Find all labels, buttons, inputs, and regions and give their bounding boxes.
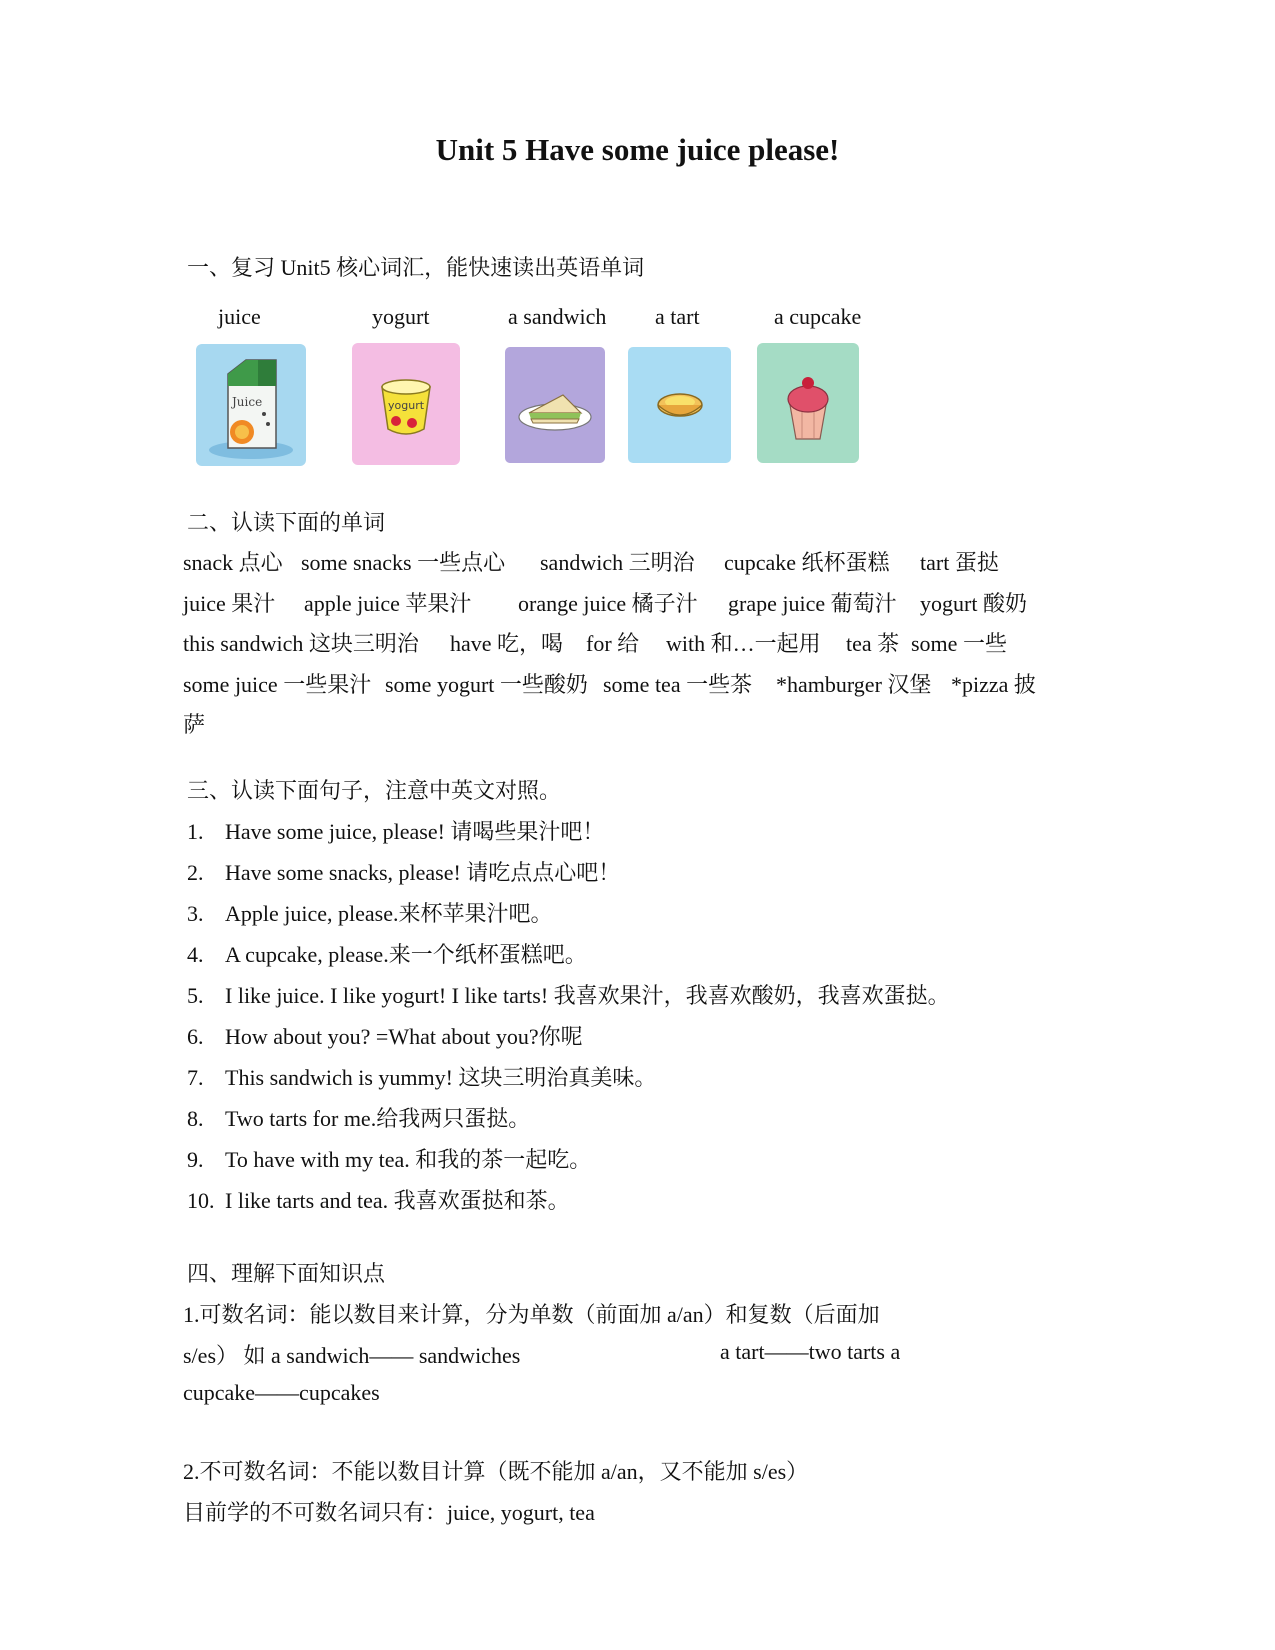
vocab-item: with 和…一起用 [666,631,821,656]
word-label-sandwich: a sandwich [508,304,607,329]
sentence-item: 9. To have with my tea. 和我的茶一起吃。 [187,1147,592,1172]
countable-noun-text: cupcake——cupcakes [183,1380,380,1405]
vocab-item: 萨 [183,712,206,737]
svg-text:yogurt: yogurt [388,399,425,412]
vocab-item: juice 果汁 [183,591,276,616]
section2-heading: 二、认读下面的单词 [187,510,386,535]
countable-noun-text: 1.可数名词：能以数目来计算，分为单数（前面加 a/an）和复数（后面加 [183,1302,880,1327]
vocab-item: orange juice 橘子汁 [518,591,698,616]
sentence-item: 2. Have some snacks, please! 请吃点点心吧！ [187,860,621,885]
vocab-item: *hamburger 汉堡 [776,672,932,697]
vocab-item: this sandwich 这块三明治 [183,631,419,656]
sandwich-card [505,347,605,463]
vocab-item: apple juice 苹果汁 [304,591,472,616]
word-label-cupcake: a cupcake [774,304,862,329]
vocab-item: some yogurt 一些酸奶 [385,672,588,697]
cupcake-icon [757,343,859,463]
uncountable-noun-text: 2.不可数名词：不能以数目计算（既不能加 a/an，又不能加 s/es） [183,1459,809,1484]
sentence-item: 7. This sandwich is yummy! 这块三明治真美味。 [187,1065,657,1090]
page-title: Unit 5 Have some juice please! [435,132,840,167]
sentence-item: 4. A cupcake, please.来一个纸杯蛋糕吧。 [187,942,587,967]
sentence-item: 3. Apple juice, please.来杯苹果汁吧。 [187,901,553,926]
vocab-item: sandwich 三明治 [540,550,695,575]
juice-card [196,344,306,466]
sentence-item: 5. I like juice. I like yogurt! I like tarts! 我喜欢果汁，我喜欢酸奶，我喜欢蛋挞。 [187,983,950,1008]
word-label-tart: a tart [655,304,700,329]
vocab-item: have 吃，喝 [450,631,564,656]
vocab-item: *pizza 披 [951,672,1036,697]
vocab-item: yogurt 酸奶 [920,591,1027,616]
word-label-yogurt: yogurt [372,304,430,329]
sentence-item: 10. I like tarts and tea. 我喜欢蛋挞和茶。 [187,1188,570,1213]
sentence-item: 1. Have some juice, please! 请喝些果汁吧！ [187,819,605,844]
section4-heading: 四、理解下面知识点 [187,1261,386,1286]
vocab-item: cupcake 纸杯蛋糕 [724,550,890,575]
yogurt-card [352,343,460,465]
svg-text:Juice: Juice [232,395,263,409]
juice-carton-icon [196,344,306,466]
vocab-item: some 一些 [911,631,1007,656]
sentence-item: 8. Two tarts for me.给我两只蛋挞。 [187,1106,531,1131]
vocab-item: tart 蛋挞 [920,550,999,575]
vocab-item: some tea 一些茶 [603,672,753,697]
vocab-item: snack 点心 [183,550,283,575]
sentence-item: 6. How about you? =What about you?你呢 [187,1024,583,1049]
word-label-juice: juice [218,304,261,329]
countable-noun-text: s/es） 如 a sandwich—— sandwiches [183,1343,521,1368]
cupcake-card [757,343,859,463]
tart-icon [628,347,731,463]
uncountable-noun-text: 目前学的不可数名词只有：juice, yogurt, tea [183,1500,595,1525]
tart-card [628,347,731,463]
countable-noun-text: a tart——two tarts a [720,1339,901,1364]
sandwich-icon [505,347,605,463]
section1-heading: 一、复习 Unit5 核心词汇，能快速读出英语单词 [187,255,645,280]
vocab-item: tea 茶 [846,631,900,656]
vocab-item: some juice 一些果汁 [183,672,372,697]
vocab-item: for 给 [586,631,640,656]
vocab-item: grape juice 葡萄汁 [728,591,897,616]
yogurt-cup-icon [352,343,460,465]
section3-heading: 三、认读下面句子，注意中英文对照。 [187,778,562,803]
vocab-item: some snacks 一些点心 [301,550,506,575]
